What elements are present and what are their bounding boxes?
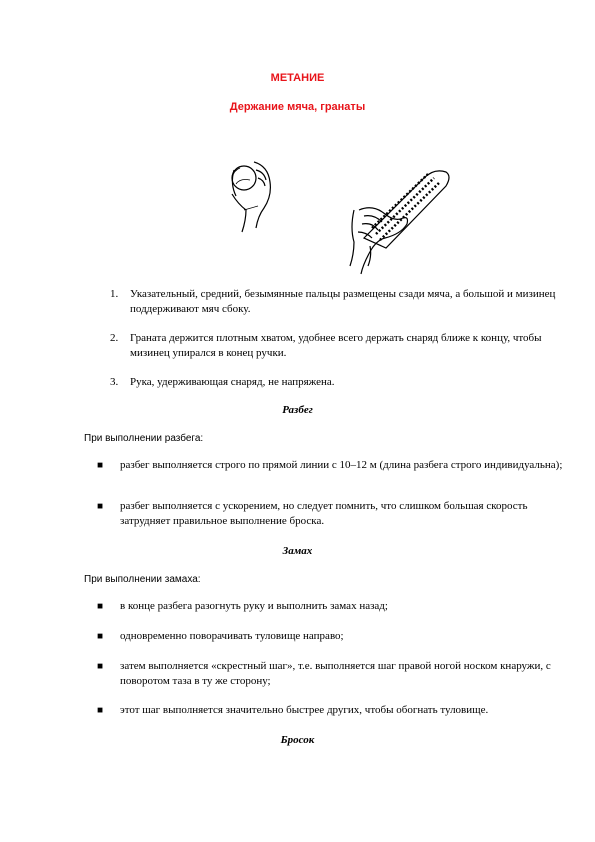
- list-text: Рука, удерживающая снаряд, не напряжена.: [130, 376, 335, 388]
- bullet-icon: ■: [97, 501, 104, 512]
- list-number: 2.: [110, 332, 119, 344]
- list-text: разбег выполняется строго по прямой линии с 10–12 м (длина разбега строго индивидуальна);: [120, 459, 563, 471]
- page-title: МЕТАНИЕ: [270, 72, 325, 84]
- list-text: разбег выполняется с ускорением, но следует помнить, что слишком большая скорость затрудняет правильное выполнение броска.: [120, 500, 528, 527]
- list-text: одновременно поворачивать туловище направо;: [120, 630, 344, 642]
- hand-holding-ball-icon: [232, 162, 270, 232]
- throw-title: Бросок: [280, 734, 315, 746]
- swing-title: Замах: [282, 545, 313, 557]
- bullet-icon: ■: [97, 661, 104, 672]
- bullet-icon: ■: [97, 601, 104, 612]
- list-text: Указательный, средний, безымянные пальцы размещены сзади мяча, а большой и мизинец поддерживают мяч сбоку.: [130, 288, 556, 315]
- list-text: Граната держится плотным хватом, удобнее всего держать снаряд ближе к концу, чтобы мизинец упирался в конец ручки.: [130, 332, 542, 359]
- runup-intro: При выполнении разбега:: [84, 433, 204, 444]
- list-text: в конце разбега разогнуть руку и выполнить замах назад;: [120, 600, 388, 612]
- bullet-icon: ■: [97, 705, 104, 716]
- runup-title: Разбег: [282, 404, 313, 416]
- hand-holding-grenade-icon: [350, 171, 449, 274]
- section-title: Держание мяча, гранаты: [229, 101, 366, 113]
- list-number: 3.: [110, 376, 119, 388]
- list-text: этот шаг выполняется значительно быстрее других, чтобы обогнать туловище.: [120, 704, 489, 716]
- list-number: 1.: [110, 288, 119, 300]
- bullet-icon: ■: [97, 631, 104, 642]
- grip-illustrations: [214, 150, 464, 275]
- swing-intro: При выполнении замаха:: [84, 574, 201, 585]
- bullet-icon: ■: [97, 460, 104, 471]
- list-text: затем выполняется «скрестный шаг», т.е. выполняется шаг правой ногой носком кнаружи, с поворотом таза в ту же сторону;: [120, 660, 551, 687]
